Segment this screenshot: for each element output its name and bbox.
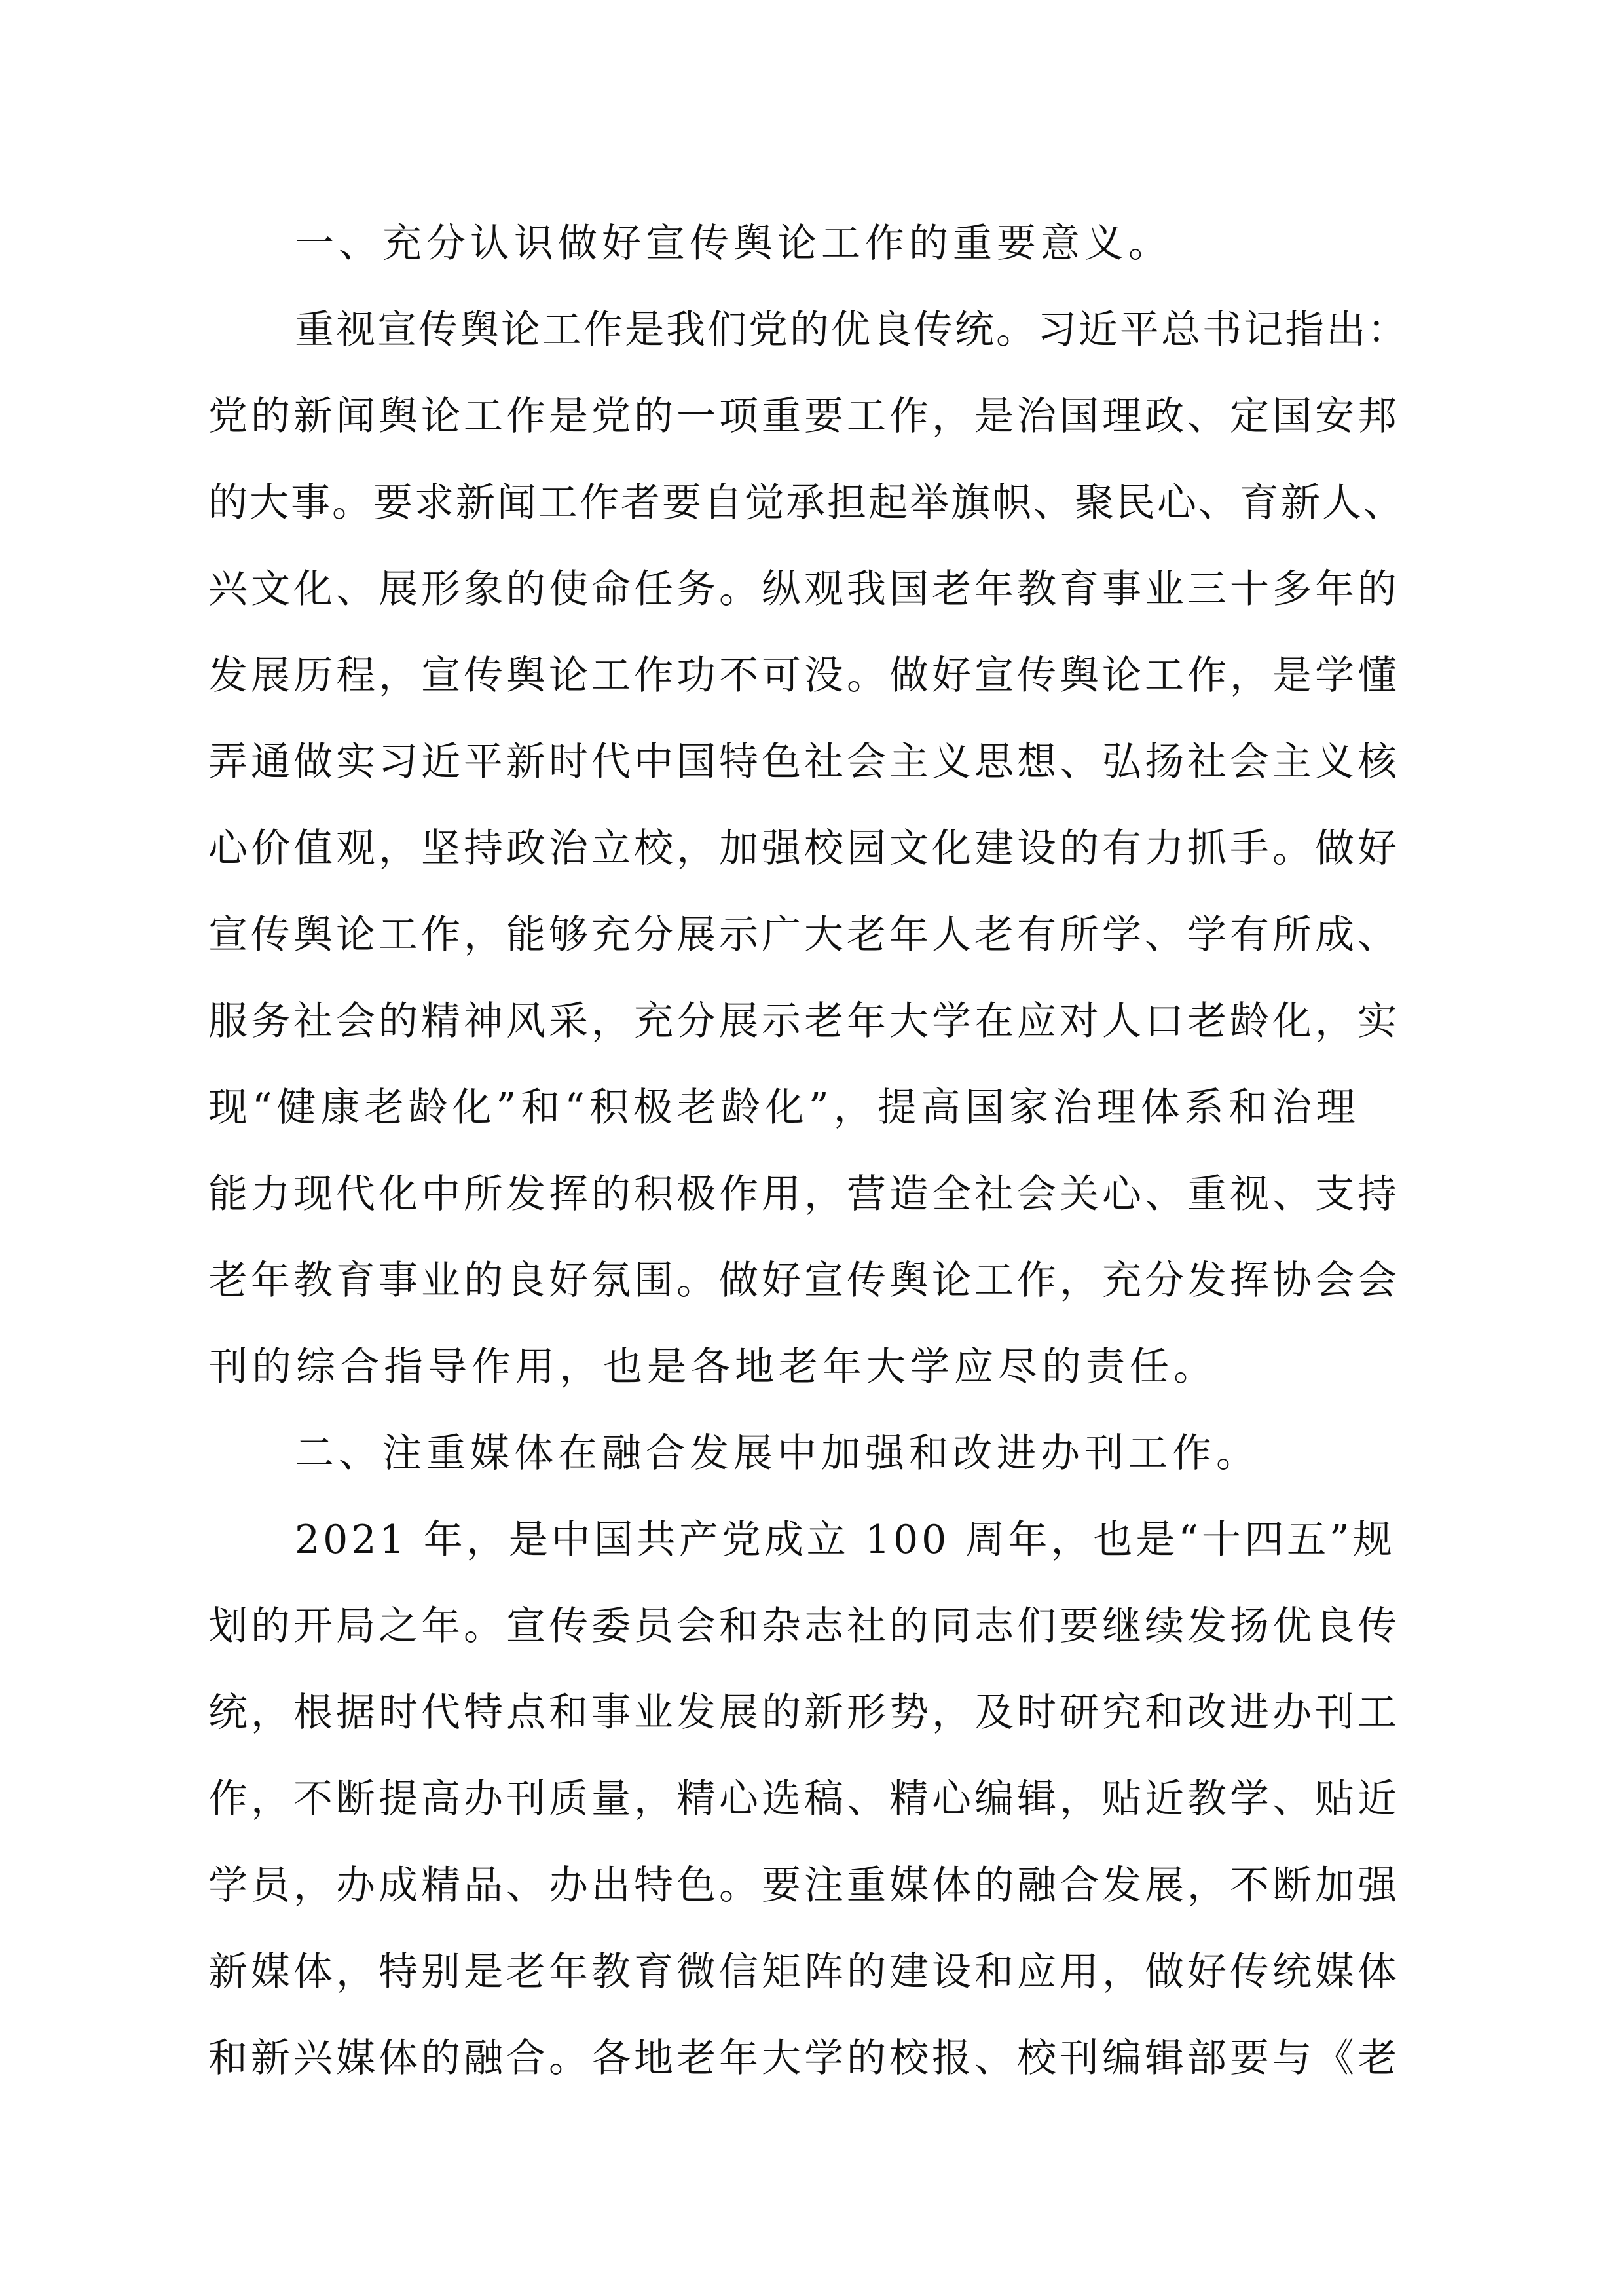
paragraph-line: 弄通做实习近平新时代中国特色社会主义思想、弘扬社会主义核 <box>208 739 1400 785</box>
section-heading-1: 一、充分认识做好宣传舆论工作的重要意义。 <box>295 221 1172 266</box>
paragraph-line: 和新兴媒体的融合。各地老年大学的校报、校刊编辑部要与《老 <box>208 2035 1400 2081</box>
paragraph-line: 划的开局之年。宣传委员会和杂志社的同志们要继续发扬优良传 <box>208 1603 1400 1649</box>
paragraph-line: 刊的综合指导作用，也是各地老年大学应尽的责任。 <box>208 1344 1217 1390</box>
paragraph-line: 老年教育事业的良好氛围。做好宣传舆论工作，充分发挥协会会 <box>208 1258 1400 1303</box>
paragraph-line: 新媒体，特别是老年教育微信矩阵的建设和应用，做好传统媒体 <box>208 1949 1400 1995</box>
paragraph-line: 宣传舆论工作，能够充分展示广大老年人老有所学、学有所成、 <box>208 912 1400 958</box>
paragraph-line: 现“健康老龄化”和“积极老龄化”，提高国家治理体系和治理 <box>208 1085 1360 1131</box>
paragraph-line: 服务社会的精神风采，充分展示老年大学在应对人口老龄化，实 <box>208 998 1400 1044</box>
paragraph-line: 作，不断提高办刊质量，精心选稿、精心编辑，贴近教学、贴近 <box>208 1776 1400 1822</box>
paragraph-line: 统，根据时代特点和事业发展的新形势，及时研究和改进办刊工 <box>208 1690 1400 1736</box>
section-heading-2: 二、注重媒体在融合发展中加强和改进办刊工作。 <box>295 1430 1260 1476</box>
paragraph-line: 学员，办成精品、办出特色。要注重媒体的融合发展，不断加强 <box>208 1863 1400 1908</box>
paragraph-line: 能力现代化中所发挥的积极作用，营造全社会关心、重视、支持 <box>208 1171 1400 1217</box>
paragraph-line: 发展历程，宣传舆论工作功不可没。做好宣传舆论工作，是学懂 <box>208 653 1400 699</box>
paragraph-line: 心价值观，坚持政治立校，加强校园文化建设的有力抓手。做好 <box>208 826 1400 871</box>
paragraph-line: 的大事。要求新闻工作者要自觉承担起举旗帜、聚民心、育新人、 <box>208 480 1405 526</box>
paragraph-line: 兴文化、展形象的使命任务。纵观我国老年教育事业三十多年的 <box>208 566 1400 612</box>
paragraph-line: 2021 年，是中国共产党成立 100 周年，也是“十四五”规 <box>295 1517 1395 1563</box>
paragraph-line: 重视宣传舆论工作是我们党的优良传统。习近平总书记指出： <box>295 307 1409 353</box>
paragraph-line: 党的新闻舆论工作是党的一项重要工作，是治国理政、定国安邦 <box>208 393 1400 439</box>
